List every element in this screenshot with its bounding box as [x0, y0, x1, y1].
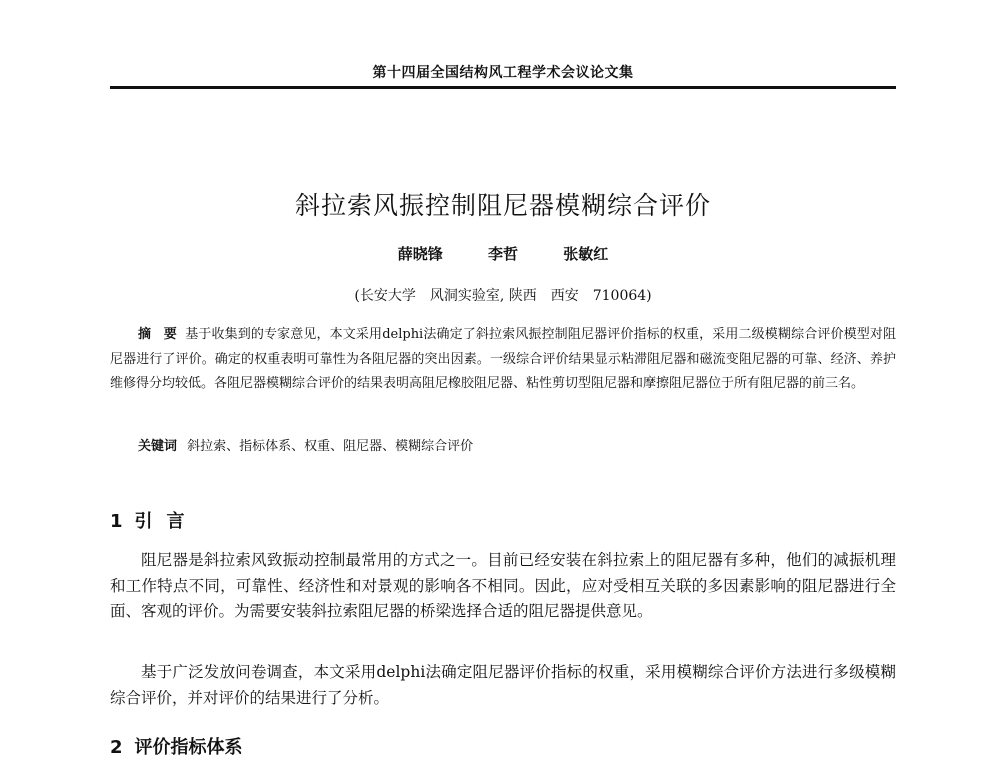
body-paragraph: 基于广泛发放问卷调查，本文采用delphi法确定阻尼器评价指标的权重，采用模糊综合评价方法进行多级模糊综合评价，并对评价的结果进行了分析。	[110, 663, 896, 707]
abstract-text: 基于收集到的专家意见，本文采用delphi法确定了斜拉索风振控制阻尼器评价指标的权重，采用二级模糊综合评价模型对阻尼器进行了评价。确定的权重表明可靠性为各阻尼器的突出因素。一级综合评价结果显示粘滞阻尼器和磁流变阻尼器的可靠、经济、养护维修得分均较低。各阻尼器模糊综合评价的结果表明高阻尼橡胶阻尼器、粘性剪切型阻尼器和摩擦阻尼器位于所有阻尼器的前三名。	[110, 327, 896, 391]
abstract	[110, 323, 896, 397]
section-number: 2	[110, 737, 123, 758]
paper-title: 斜拉索风振控制阻尼器模糊综合评价	[294, 191, 711, 220]
body-paragraph: 阻尼器是斜拉索风致振动控制最常用的方式之一。目前已经安装在斜拉索上的阻尼器有多种，他们的减振机理和工作特点不同，可靠性、经济性和对景观的影响各不相同。因此，应对受相互关联的多因素影响的阻尼器进行全面、客观的评价。为需要安装斜拉索阻尼器的桥梁选择合适的阻尼器提供意见。	[110, 551, 896, 620]
author-list	[110, 243, 896, 264]
affiliation: (长安大学 风洞实验室, 陕西 西安 710064)	[354, 288, 652, 304]
keywords-text: 斜拉索、指标体系、权重、阻尼器、模糊综合评价	[187, 439, 474, 454]
section-heading-introduction	[110, 507, 199, 533]
abstract-label: 摘 要	[138, 327, 181, 342]
section-heading-evaluation-index	[110, 733, 243, 759]
section-number: 1	[110, 511, 123, 532]
author-name: 张敏红	[563, 245, 609, 263]
author-name: 薛晓锋	[397, 245, 443, 263]
keywords	[138, 435, 896, 459]
section-title: 评价指标体系	[134, 737, 243, 758]
keywords-label: 关键词	[138, 439, 178, 454]
section-title: 引言	[134, 511, 199, 532]
author-name: 李哲	[487, 245, 518, 263]
header-rule	[110, 86, 896, 89]
running-header: 第十四届全国结构风工程学术会议论文集	[372, 65, 634, 81]
